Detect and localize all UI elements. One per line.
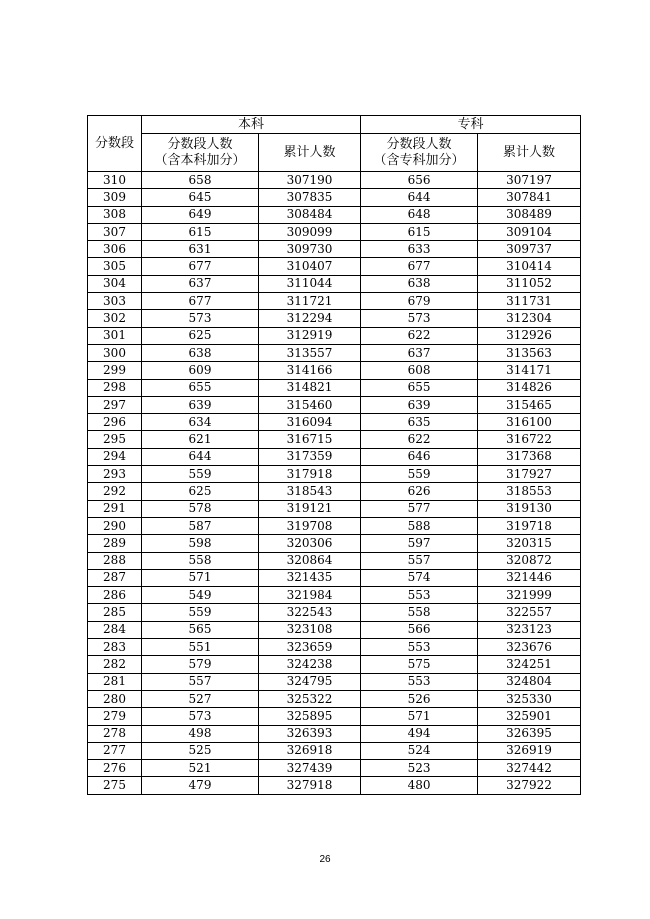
zhuanke-count-cell: 575 [361, 656, 478, 673]
zhuanke-count-cell: 480 [361, 777, 478, 794]
benke-count-cell: 578 [142, 500, 259, 517]
benke-count-cell: 638 [142, 344, 259, 361]
table-row [88, 587, 581, 604]
score-cell: 283 [88, 639, 142, 656]
benke-count-cell: 559 [142, 466, 259, 483]
benke-cumulative-cell: 319121 [259, 500, 361, 517]
benke-count-cell: 609 [142, 362, 259, 379]
zhuanke-cumulative-cell: 325330 [478, 690, 581, 707]
zhuanke-count-cell: 622 [361, 431, 478, 448]
zhuanke-cumulative-cell: 314826 [478, 379, 581, 396]
table-row [88, 241, 581, 258]
benke-cumulative-cell: 321984 [259, 587, 361, 604]
zhuanke-count-header [361, 134, 478, 172]
table-row [88, 639, 581, 656]
benke-cumulative-cell: 320306 [259, 535, 361, 552]
table-row [88, 604, 581, 621]
benke-count-cell: 649 [142, 206, 259, 223]
benke-cumulative-cell: 311044 [259, 275, 361, 292]
zhuanke-cumulative-cell: 317368 [478, 448, 581, 465]
score-cell: 280 [88, 690, 142, 707]
zhuanke-cumulative-cell: 326919 [478, 742, 581, 759]
zhuanke-cumulative-cell: 315465 [478, 396, 581, 413]
table-row [88, 379, 581, 396]
zhuanke-count-cell: 677 [361, 258, 478, 275]
zhuanke-count-cell: 622 [361, 327, 478, 344]
benke-cumulative-cell: 307190 [259, 172, 361, 189]
benke-count-cell: 587 [142, 517, 259, 534]
score-cell: 294 [88, 448, 142, 465]
benke-cumulative-cell: 317918 [259, 466, 361, 483]
zhuanke-count-cell: 557 [361, 552, 478, 569]
benke-cumulative-cell: 321435 [259, 569, 361, 586]
zhuanke-cumulative-cell: 321446 [478, 569, 581, 586]
score-cell: 300 [88, 344, 142, 361]
zhuanke-cumulative-cell: 310414 [478, 258, 581, 275]
table-row [88, 725, 581, 742]
score-cell: 298 [88, 379, 142, 396]
zhuanke-cumulative-cell: 316722 [478, 431, 581, 448]
score-cell: 296 [88, 414, 142, 431]
benke-count-cell: 521 [142, 760, 259, 777]
table-row [88, 327, 581, 344]
score-cell: 293 [88, 466, 142, 483]
table-row [88, 656, 581, 673]
benke-cumulative-cell: 327439 [259, 760, 361, 777]
benke-cumulative-cell: 320864 [259, 552, 361, 569]
zhuanke-count-cell: 574 [361, 569, 478, 586]
zhuanke-cumulative-cell: 311731 [478, 293, 581, 310]
zhuanke-count-cell: 679 [361, 293, 478, 310]
benke-cumulative-cell: 309730 [259, 241, 361, 258]
benke-count-cell: 677 [142, 258, 259, 275]
zhuanke-cumulative-cell: 316100 [478, 414, 581, 431]
zhuanke-cumulative-cell: 325901 [478, 708, 581, 725]
zhuanke-cumulative-cell: 323676 [478, 639, 581, 656]
score-cell: 302 [88, 310, 142, 327]
benke-count-cell: 558 [142, 552, 259, 569]
zhuanke-count-header-line1: 分数段人数 [386, 136, 452, 152]
score-cell: 278 [88, 725, 142, 742]
benke-count-header-line1: 分数段人数 [167, 136, 233, 152]
benke-count-cell: 479 [142, 777, 259, 794]
page-number: 26 [319, 854, 331, 865]
benke-cumulative-header: 累计人数 [259, 134, 361, 172]
zhuanke-count-cell: 648 [361, 206, 478, 223]
benke-cumulative-cell: 314821 [259, 379, 361, 396]
benke-count-cell: 655 [142, 379, 259, 396]
zhuanke-cumulative-cell: 307841 [478, 189, 581, 206]
zhuanke-count-cell: 608 [361, 362, 478, 379]
zhuanke-count-cell: 615 [361, 223, 478, 240]
score-cell: 308 [88, 206, 142, 223]
table-row [88, 206, 581, 223]
score-cell: 284 [88, 621, 142, 638]
zhuanke-count-cell: 494 [361, 725, 478, 742]
benke-count-cell: 579 [142, 656, 259, 673]
score-cell: 282 [88, 656, 142, 673]
zhuanke-count-cell: 656 [361, 172, 478, 189]
zhuanke-cumulative-cell: 324251 [478, 656, 581, 673]
zhuanke-cumulative-cell: 309104 [478, 223, 581, 240]
table-row [88, 172, 581, 189]
benke-cumulative-cell: 317359 [259, 448, 361, 465]
benke-count-cell: 571 [142, 569, 259, 586]
score-column-header: 分数段 [88, 116, 142, 172]
benke-cumulative-cell: 322543 [259, 604, 361, 621]
score-cell: 307 [88, 223, 142, 240]
table-row [88, 258, 581, 275]
benke-cumulative-cell: 323659 [259, 639, 361, 656]
zhuanke-cumulative-cell: 309737 [478, 241, 581, 258]
benke-count-header [142, 134, 259, 172]
benke-group-header: 本科 [142, 116, 361, 134]
zhuanke-count-cell: 646 [361, 448, 478, 465]
score-cell: 286 [88, 587, 142, 604]
zhuanke-cumulative-cell: 327922 [478, 777, 581, 794]
table-row [88, 500, 581, 517]
score-cell: 289 [88, 535, 142, 552]
zhuanke-count-cell: 638 [361, 275, 478, 292]
zhuanke-cumulative-cell: 321999 [478, 587, 581, 604]
benke-count-cell: 525 [142, 742, 259, 759]
benke-count-cell: 615 [142, 223, 259, 240]
benke-cumulative-cell: 316715 [259, 431, 361, 448]
table-row [88, 552, 581, 569]
zhuanke-cumulative-cell: 320872 [478, 552, 581, 569]
score-cell: 291 [88, 500, 142, 517]
benke-cumulative-cell: 325895 [259, 708, 361, 725]
table-row [88, 483, 581, 500]
zhuanke-cumulative-cell: 314171 [478, 362, 581, 379]
zhuanke-cumulative-cell: 307197 [478, 172, 581, 189]
score-cell: 287 [88, 569, 142, 586]
benke-cumulative-cell: 325322 [259, 690, 361, 707]
zhuanke-group-header: 专科 [361, 116, 581, 134]
zhuanke-count-cell: 523 [361, 760, 478, 777]
zhuanke-count-cell: 637 [361, 344, 478, 361]
zhuanke-cumulative-cell: 318553 [478, 483, 581, 500]
benke-count-cell: 565 [142, 621, 259, 638]
benke-cumulative-cell: 324795 [259, 673, 361, 690]
score-cell: 281 [88, 673, 142, 690]
table-row [88, 466, 581, 483]
zhuanke-count-cell: 633 [361, 241, 478, 258]
table-row [88, 396, 581, 413]
zhuanke-cumulative-cell: 313563 [478, 344, 581, 361]
benke-count-cell: 498 [142, 725, 259, 742]
table-row [88, 414, 581, 431]
score-cell: 275 [88, 777, 142, 794]
zhuanke-count-cell: 571 [361, 708, 478, 725]
table-row [88, 742, 581, 759]
zhuanke-cumulative-cell: 323123 [478, 621, 581, 638]
benke-cumulative-cell: 318543 [259, 483, 361, 500]
zhuanke-count-cell: 639 [361, 396, 478, 413]
benke-cumulative-cell: 319708 [259, 517, 361, 534]
score-distribution-table [87, 115, 581, 795]
benke-count-cell: 634 [142, 414, 259, 431]
benke-cumulative-cell: 326918 [259, 742, 361, 759]
table-row [88, 310, 581, 327]
benke-cumulative-cell: 314166 [259, 362, 361, 379]
benke-cumulative-cell: 316094 [259, 414, 361, 431]
benke-count-cell: 631 [142, 241, 259, 258]
table-row [88, 708, 581, 725]
zhuanke-count-cell: 526 [361, 690, 478, 707]
benke-cumulative-cell: 312294 [259, 310, 361, 327]
zhuanke-cumulative-cell: 319718 [478, 517, 581, 534]
zhuanke-cumulative-cell: 319130 [478, 500, 581, 517]
benke-cumulative-cell: 323108 [259, 621, 361, 638]
benke-cumulative-cell: 326393 [259, 725, 361, 742]
score-cell: 306 [88, 241, 142, 258]
table-row [88, 569, 581, 586]
benke-count-cell: 625 [142, 327, 259, 344]
zhuanke-cumulative-cell: 322557 [478, 604, 581, 621]
score-cell: 303 [88, 293, 142, 310]
benke-count-header-line2: （含本科加分） [154, 152, 246, 168]
benke-count-cell: 549 [142, 587, 259, 604]
zhuanke-cumulative-cell: 320315 [478, 535, 581, 552]
benke-count-cell: 677 [142, 293, 259, 310]
zhuanke-count-header-line2: （含专科加分） [373, 152, 465, 168]
score-cell: 292 [88, 483, 142, 500]
zhuanke-count-cell: 626 [361, 483, 478, 500]
benke-count-cell: 658 [142, 172, 259, 189]
zhuanke-count-cell: 553 [361, 639, 478, 656]
benke-cumulative-cell: 310407 [259, 258, 361, 275]
score-cell: 277 [88, 742, 142, 759]
zhuanke-count-cell: 559 [361, 466, 478, 483]
benke-cumulative-cell: 307835 [259, 189, 361, 206]
table-row [88, 275, 581, 292]
zhuanke-count-cell: 644 [361, 189, 478, 206]
score-cell: 295 [88, 431, 142, 448]
zhuanke-count-cell: 553 [361, 673, 478, 690]
table-row [88, 690, 581, 707]
table-header [88, 116, 581, 172]
zhuanke-cumulative-cell: 312304 [478, 310, 581, 327]
benke-cumulative-cell: 324238 [259, 656, 361, 673]
zhuanke-count-cell: 577 [361, 500, 478, 517]
score-cell: 285 [88, 604, 142, 621]
table-row [88, 344, 581, 361]
zhuanke-count-cell: 558 [361, 604, 478, 621]
table-row [88, 535, 581, 552]
benke-count-cell: 559 [142, 604, 259, 621]
table-row [88, 431, 581, 448]
benke-count-cell: 551 [142, 639, 259, 656]
benke-count-cell: 644 [142, 448, 259, 465]
benke-cumulative-cell: 327918 [259, 777, 361, 794]
benke-cumulative-cell: 308484 [259, 206, 361, 223]
score-cell: 290 [88, 517, 142, 534]
zhuanke-cumulative-cell: 327442 [478, 760, 581, 777]
benke-cumulative-cell: 313557 [259, 344, 361, 361]
table-row [88, 777, 581, 794]
score-cell: 297 [88, 396, 142, 413]
benke-cumulative-cell: 309099 [259, 223, 361, 240]
score-cell: 288 [88, 552, 142, 569]
score-cell: 301 [88, 327, 142, 344]
zhuanke-cumulative-cell: 317927 [478, 466, 581, 483]
benke-count-cell: 598 [142, 535, 259, 552]
score-cell: 299 [88, 362, 142, 379]
zhuanke-cumulative-header: 累计人数 [478, 134, 581, 172]
table-row [88, 517, 581, 534]
zhuanke-count-cell: 524 [361, 742, 478, 759]
table-row [88, 293, 581, 310]
benke-count-cell: 557 [142, 673, 259, 690]
table-body [88, 172, 581, 795]
benke-count-cell: 621 [142, 431, 259, 448]
score-cell: 310 [88, 172, 142, 189]
zhuanke-count-cell: 566 [361, 621, 478, 638]
benke-count-cell: 527 [142, 690, 259, 707]
table-row [88, 448, 581, 465]
score-cell: 309 [88, 189, 142, 206]
zhuanke-cumulative-cell: 312926 [478, 327, 581, 344]
benke-count-cell: 645 [142, 189, 259, 206]
zhuanke-cumulative-cell: 311052 [478, 275, 581, 292]
benke-count-cell: 637 [142, 275, 259, 292]
benke-cumulative-cell: 311721 [259, 293, 361, 310]
benke-cumulative-cell: 312919 [259, 327, 361, 344]
benke-cumulative-cell: 315460 [259, 396, 361, 413]
table-row [88, 223, 581, 240]
table-row [88, 760, 581, 777]
benke-count-cell: 573 [142, 708, 259, 725]
zhuanke-count-cell: 553 [361, 587, 478, 604]
zhuanke-count-cell: 655 [361, 379, 478, 396]
zhuanke-count-cell: 597 [361, 535, 478, 552]
score-cell: 276 [88, 760, 142, 777]
table-row [88, 621, 581, 638]
zhuanke-cumulative-cell: 326395 [478, 725, 581, 742]
zhuanke-count-cell: 635 [361, 414, 478, 431]
zhuanke-cumulative-cell: 308489 [478, 206, 581, 223]
benke-count-cell: 573 [142, 310, 259, 327]
score-cell: 304 [88, 275, 142, 292]
zhuanke-count-cell: 588 [361, 517, 478, 534]
table-row [88, 673, 581, 690]
score-cell: 305 [88, 258, 142, 275]
table-row [88, 189, 581, 206]
benke-count-cell: 625 [142, 483, 259, 500]
zhuanke-count-cell: 573 [361, 310, 478, 327]
table-row [88, 362, 581, 379]
zhuanke-cumulative-cell: 324804 [478, 673, 581, 690]
benke-count-cell: 639 [142, 396, 259, 413]
score-cell: 279 [88, 708, 142, 725]
